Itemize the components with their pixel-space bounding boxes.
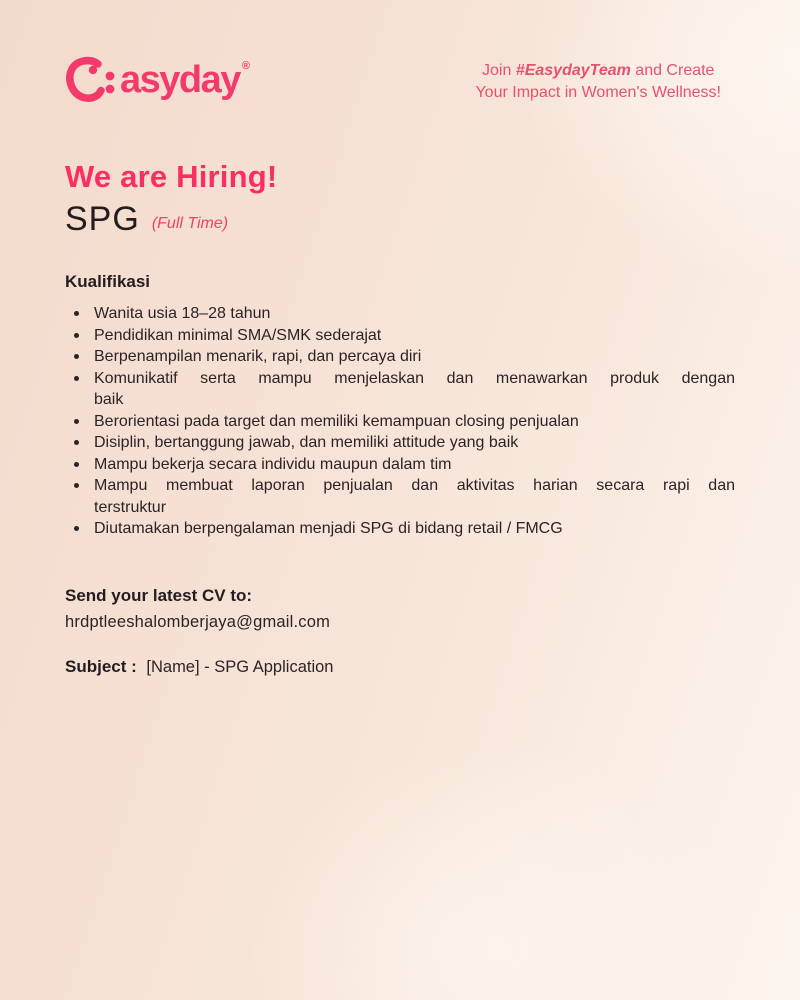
hiring-title: We are Hiring! (65, 159, 278, 194)
application-email: hrdptleeshalomberjaya@gmail.com (65, 612, 331, 631)
qualification-text: Diutamakan berpengalaman menjadi SPG di bidang retail / FMCG (94, 520, 563, 537)
qualification-item (74, 518, 735, 540)
subject-label: Subject : (65, 656, 137, 676)
bullet-icon (74, 333, 79, 338)
qualification-item (74, 303, 735, 325)
employment-type: (Full Time) (151, 215, 229, 232)
qualifications-heading: Kualifikasi (65, 272, 151, 291)
qualification-text: terstruktur (94, 498, 167, 516)
bullet-icon (74, 526, 79, 531)
tagline-hashtag: #EasydayTeam (515, 62, 631, 79)
qualification-item (74, 411, 735, 433)
bullet-icon (74, 311, 79, 316)
tagline-suffix: and Create (630, 62, 715, 79)
qualification-item (74, 454, 735, 476)
subject-row (65, 656, 735, 678)
tagline-line-2: Your Impact in Women's Wellness! (475, 84, 721, 101)
header (65, 56, 735, 104)
cv-instruction-label: Send your latest CV to: (65, 585, 253, 605)
easyday-logo (65, 56, 250, 104)
qualification-text: Mampu membuat laporan penjualan dan aktivitas harian secara rapi dan (94, 477, 735, 494)
application-section (65, 585, 735, 678)
qualification-text: Berorientasi pada target dan memiliki kemampuan closing penjualan (94, 412, 579, 430)
registered-trademark: ® (241, 60, 250, 72)
bullet-icon (74, 462, 79, 467)
smiley-e-icon (65, 56, 117, 104)
qualification-text: Pendidikan minimal SMA/SMK sederajat (94, 326, 382, 344)
qualification-item (74, 432, 735, 454)
tagline-line-1 (475, 60, 721, 82)
qualification-item (74, 346, 735, 368)
qualification-text: Komunikatif serta mampu menjelaskan dan menawarkan produk dengan (94, 369, 735, 387)
position-row (65, 199, 735, 239)
header-tagline (475, 60, 721, 104)
bullet-icon (74, 376, 79, 381)
qualification-item (74, 368, 735, 411)
tagline-prefix: Join (482, 62, 516, 79)
qualifications-section (65, 272, 735, 540)
qualification-item (74, 325, 735, 347)
hero-section (65, 160, 735, 239)
bullet-icon (74, 483, 79, 488)
qualification-text: Mampu bekerja secara individu maupun dalam tim (94, 455, 452, 473)
position-title: SPG (65, 200, 140, 238)
qualification-text: Disiplin, bertanggung jawab, dan memiliki attitude yang baik (94, 434, 519, 451)
bullet-icon (74, 440, 79, 445)
qualification-text: Wanita usia 18–28 tahun (94, 305, 271, 322)
logo-wordmark: asyday (120, 59, 240, 101)
qualifications-list (65, 303, 735, 540)
subject-value: [Name] - SPG Application (146, 657, 334, 676)
qualification-text: Berpenampilan menarik, rapi, dan percaya diri (94, 348, 422, 365)
bullet-icon (74, 419, 79, 424)
qualification-text: baik (94, 391, 124, 408)
bullet-icon (74, 354, 79, 359)
qualification-item (74, 475, 735, 518)
